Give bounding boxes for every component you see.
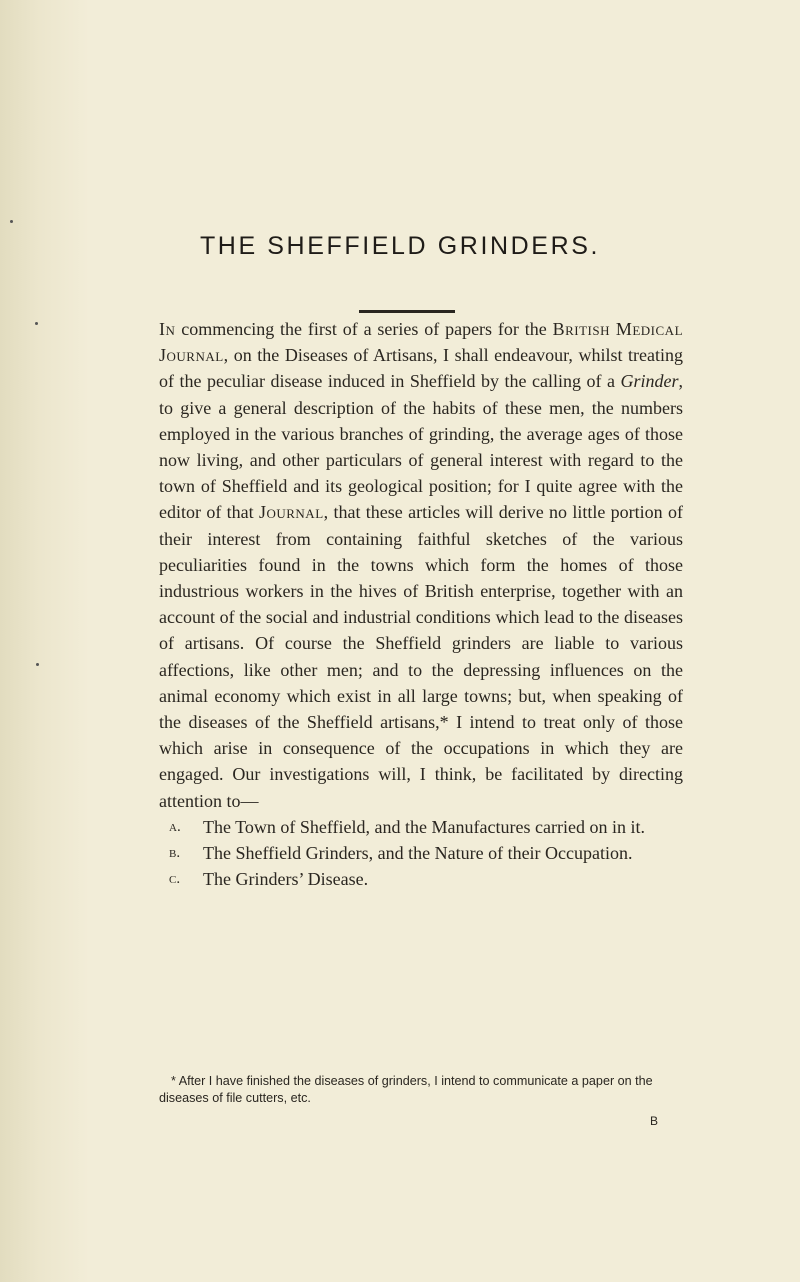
grinder-word: Grinder [620, 371, 679, 392]
list-item [169, 814, 683, 840]
main-text [159, 316, 683, 892]
list-item-text: The Grinders’ Disease. [203, 869, 369, 890]
intro-paragraph [159, 316, 683, 814]
signature-mark: B [650, 1114, 659, 1128]
british-word: British [552, 319, 610, 339]
topics-list [159, 814, 683, 893]
list-item [169, 866, 683, 892]
journal-word: Journal [258, 502, 324, 523]
footnote [159, 1073, 689, 1107]
list-item [169, 840, 683, 866]
footnote-text: * After I have finished the diseases of grinders, I intend to communicate a paper on the diseases of file cutters, etc. [159, 1074, 653, 1105]
intro-text-3: , on the Diseases of Artisans, I shall endeavour, whilst treating of the peculiar disease induced in Sheffield by the calling of a [159, 345, 683, 392]
paper-speck [35, 322, 38, 325]
intro-text-4: , to give a general description of the habits of these men, the numbers employed in the various branches of grinding, the average ages of those now living, and other particulars of general interest with regard to the town of Sheffield and its geological position; for I quite agree with the editor of that [159, 371, 683, 523]
list-letter: b. [169, 845, 181, 862]
title-rule [359, 310, 455, 313]
medical-journal-words: Medical Journal [159, 319, 684, 366]
first-word: In [159, 319, 176, 339]
list-letter: c. [169, 871, 181, 888]
intro-text-5: , that these articles will derive no little portion of their interest from containing faithful sketches of the various peculiarities found in the towns which form the homes of those industrious workers in the hives of British enterprise, together with an account of the social and industrial conditions which lead to the diseases of artisans. Of course the Sheffield grinders are liable to various affections, like other men; and to the depressing influences on the animal economy which exist in all large towns; but, when speaking of the diseases of the Sheffield artisans,* I intend to treat only of those which arise in consequence of the occupations in which they are engaged. Our investigations will, I think, be facilitated by directing attention to— [159, 502, 683, 811]
paper-speck [36, 663, 39, 666]
list-letter: a. [169, 818, 181, 835]
intro-text-1: commencing the first of a series of papers for the [175, 319, 553, 339]
list-item-text: The Town of Sheffield, and the Manufactures carried on in it. [203, 816, 645, 837]
list-item-text: The Sheffield Grinders, and the Nature of their Occupation. [203, 843, 633, 864]
page-title: THE SHEFFIELD GRINDERS. [199, 232, 601, 260]
paper-speck [10, 220, 13, 223]
